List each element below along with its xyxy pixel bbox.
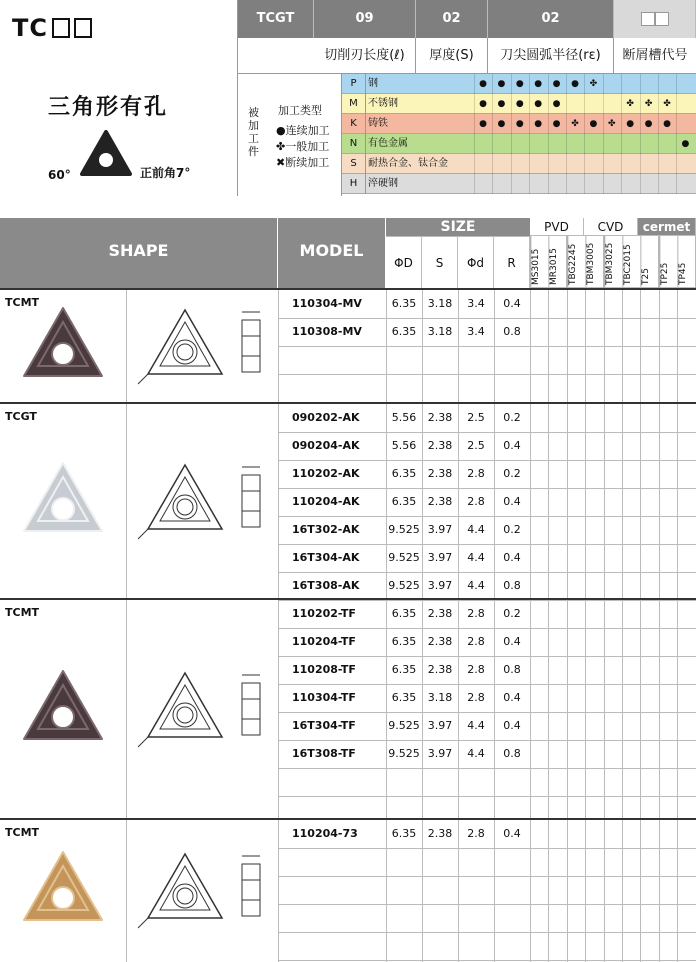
usage-dot: ● (658, 114, 675, 134)
size-col: ΦD (386, 236, 422, 288)
size-cell: 2.38 (422, 628, 458, 656)
usage-dot: ● (676, 134, 693, 154)
grade-group: cermet (638, 218, 696, 236)
usage-dot: ● (584, 114, 601, 134)
usage-dot (603, 134, 620, 154)
grid-line (585, 600, 586, 820)
shape-header: SHAPE (0, 218, 278, 288)
grid-line (659, 404, 660, 600)
grid-line (640, 820, 641, 962)
product-section (0, 818, 696, 960)
size-cell: 9.525 (386, 516, 422, 544)
size-cell: 9.525 (386, 544, 422, 572)
usage-dot (640, 174, 657, 194)
size-cell: 3.4 (458, 318, 494, 346)
shape-name: 三角形有孔 (48, 90, 168, 121)
model-cell: 110304-TF (292, 684, 356, 712)
size-cell: 0.2 (494, 600, 530, 628)
technical-drawing (130, 302, 280, 396)
size-cell: 2.38 (422, 460, 458, 488)
grid-line (567, 820, 568, 962)
usage-dot (621, 174, 638, 194)
model-cell: 110204-AK (292, 488, 360, 516)
size-cell: 3.97 (422, 740, 458, 768)
usage-dot: ● (492, 94, 509, 114)
size-cell: 5.56 (386, 404, 422, 432)
usage-dot (584, 154, 601, 174)
section-type: TCGT (5, 410, 37, 423)
grid-line (604, 600, 605, 820)
grid-line (677, 290, 678, 404)
grade-group: CVD (584, 218, 638, 236)
grid-line (604, 404, 605, 600)
usage-dot: ✤ (584, 74, 601, 94)
grid-line (585, 820, 586, 962)
usage-dot (658, 174, 675, 194)
grid-line (126, 820, 127, 962)
size-cell: 0.4 (494, 544, 530, 572)
grade-col: TBM3005 (585, 236, 603, 288)
size-cell: 0.4 (494, 290, 530, 318)
grid-line (585, 404, 586, 600)
size-cell: 4.4 (458, 544, 494, 572)
row-line (278, 876, 696, 877)
section-type: TCMT (5, 606, 39, 619)
usage-dot: ● (529, 114, 546, 134)
size-cell: 2.8 (458, 656, 494, 684)
grid-line (126, 404, 127, 600)
usage-dot (676, 94, 693, 114)
triangle-icon (78, 128, 134, 180)
model-cell: 110308-MV (292, 318, 362, 346)
row-line (278, 346, 696, 347)
model-cell: 110304-MV (292, 290, 362, 318)
usage-dot (676, 174, 693, 194)
section-type: TCMT (5, 296, 39, 309)
header-left-panel (0, 0, 238, 196)
grid-line (548, 600, 549, 820)
grid-line (677, 404, 678, 600)
grid-line (530, 820, 531, 962)
size-cell: 2.8 (458, 820, 494, 848)
size-cell: 0.4 (494, 684, 530, 712)
size-cell: 0.4 (494, 820, 530, 848)
product-section (0, 598, 696, 818)
usage-dot (566, 134, 583, 154)
code-part: 09 (314, 0, 416, 38)
usage-dot (566, 154, 583, 174)
material-code: M (342, 94, 366, 114)
model-cell: 090202-AK (292, 404, 360, 432)
grid-line (604, 290, 605, 404)
grid-line (622, 404, 623, 600)
usage-dot (474, 174, 491, 194)
size-cell: 6.35 (386, 656, 422, 684)
model-cell: 16T308-AK (292, 572, 359, 600)
material-row (342, 174, 696, 194)
size-header: SIZE (386, 218, 530, 236)
grid-line (659, 290, 660, 404)
grid-line (640, 290, 641, 404)
table-header (0, 218, 696, 288)
code-label: 断屑槽代号 (614, 38, 696, 74)
insert-photo (18, 302, 108, 396)
usage-dot: ● (529, 94, 546, 114)
usage-dot (584, 94, 601, 114)
size-cell: 2.38 (422, 432, 458, 460)
size-cell: 2.8 (458, 460, 494, 488)
usage-dot (492, 174, 509, 194)
process-type: ✤一般加工 (276, 138, 329, 154)
code-label: 切削刃长度(ℓ) (314, 38, 416, 74)
size-cell: 3.97 (422, 516, 458, 544)
grade-col: MR3015 (548, 236, 566, 288)
usage-dot (566, 174, 583, 194)
usage-dot: ● (511, 74, 528, 94)
process-type: ✖断续加工 (276, 154, 329, 170)
grid-line (548, 404, 549, 600)
size-cell: 0.8 (494, 740, 530, 768)
usage-dot (658, 134, 675, 154)
usage-dot (621, 154, 638, 174)
usage-dot (511, 154, 528, 174)
process-type: ●连续加工 (276, 122, 330, 138)
size-cell: 6.35 (386, 318, 422, 346)
grid-line (530, 404, 531, 600)
size-cell: 0.8 (494, 656, 530, 684)
size-cell: 6.35 (386, 460, 422, 488)
usage-dot: ● (474, 74, 491, 94)
usage-dot: ✤ (566, 114, 583, 134)
code-part: TCGT (238, 0, 314, 38)
grid-line (677, 600, 678, 820)
usage-dot (511, 134, 528, 154)
grade-col: T25 (640, 236, 658, 288)
grid-line (677, 820, 678, 962)
row-line (278, 796, 696, 797)
usage-dot: ● (511, 114, 528, 134)
material-row (342, 114, 696, 134)
model-cell: 16T308-TF (292, 740, 356, 768)
size-cell: 0.4 (494, 628, 530, 656)
row-line (278, 932, 696, 933)
usage-dot (676, 114, 693, 134)
usage-dot (640, 134, 657, 154)
usage-dot: ● (492, 74, 509, 94)
model-cell: 090204-AK (292, 432, 360, 460)
product-section (0, 402, 696, 598)
size-cell: 0.2 (494, 460, 530, 488)
usage-dot (548, 154, 565, 174)
code-label: 刀尖圆弧半径(rε) (488, 38, 614, 74)
size-cell: 0.4 (494, 712, 530, 740)
grade-col: MS3015 (530, 236, 548, 288)
material-code: P (342, 74, 366, 94)
grid-line (604, 820, 605, 962)
technical-drawing (130, 665, 280, 759)
usage-dot (529, 154, 546, 174)
size-cell: 6.35 (386, 290, 422, 318)
material-code: N (342, 134, 366, 154)
grid-line (548, 820, 549, 962)
size-col: S (422, 236, 458, 288)
code-row (238, 0, 696, 38)
material-row (342, 134, 696, 154)
row-line (278, 374, 696, 375)
rake-label: 正前角7° (140, 164, 190, 181)
grid-line (530, 600, 531, 820)
model-cell: 110208-TF (292, 656, 356, 684)
usage-dot: ● (511, 94, 528, 114)
section-type: TCMT (5, 826, 39, 839)
usage-dot (548, 174, 565, 194)
size-cell: 3.18 (422, 684, 458, 712)
usage-dot (603, 174, 620, 194)
model-cell: 16T304-TF (292, 712, 356, 740)
material-name: 铸铁 (368, 114, 388, 134)
usage-dot (492, 154, 509, 174)
usage-dot (603, 74, 620, 94)
usage-dot: ● (492, 114, 509, 134)
size-cell: 4.4 (458, 572, 494, 600)
usage-dot: ● (640, 114, 657, 134)
grid-line (530, 290, 531, 404)
size-cell: 2.38 (422, 820, 458, 848)
usage-dot: ● (548, 114, 565, 134)
process-title: 加工类型 (278, 102, 322, 118)
size-cell: 9.525 (386, 712, 422, 740)
usage-dot (584, 174, 601, 194)
material-name: 淬硬钢 (368, 174, 398, 194)
size-cell: 9.525 (386, 572, 422, 600)
size-cell: 2.5 (458, 404, 494, 432)
size-cell: 2.5 (458, 432, 494, 460)
material-code: H (342, 174, 366, 194)
usage-dot (529, 134, 546, 154)
size-cell: 0.2 (494, 516, 530, 544)
usage-dot: ● (566, 74, 583, 94)
material-row (342, 94, 696, 114)
size-cell: 6.35 (386, 820, 422, 848)
size-cell: 9.525 (386, 740, 422, 768)
row-line (278, 768, 696, 769)
insert-photo (18, 846, 108, 940)
grid-line (622, 820, 623, 962)
size-cell: 3.97 (422, 544, 458, 572)
material-row (342, 154, 696, 174)
usage-dot: ✤ (621, 94, 638, 114)
grid-line (567, 404, 568, 600)
usage-dot (676, 74, 693, 94)
size-cell: 3.97 (422, 572, 458, 600)
material-left (238, 74, 342, 196)
usage-dot (566, 94, 583, 114)
size-cell: 2.38 (422, 488, 458, 516)
usage-dot (474, 134, 491, 154)
size-col: R (494, 236, 530, 288)
size-cell: 3.4 (458, 290, 494, 318)
usage-dot (658, 154, 675, 174)
material-name: 耐热合金、钛合金 (368, 154, 448, 174)
grade-col: TBM3025 (604, 236, 622, 288)
material-name: 有色金属 (368, 134, 408, 154)
size-cell: 4.4 (458, 516, 494, 544)
size-cell: 6.35 (386, 488, 422, 516)
usage-dot: ● (529, 74, 546, 94)
usage-dot (603, 154, 620, 174)
usage-dot (548, 134, 565, 154)
material-row (342, 74, 696, 94)
size-cell: 3.97 (422, 712, 458, 740)
size-cell: 0.2 (494, 404, 530, 432)
series-code: TC (12, 14, 92, 42)
size-cell: 6.35 (386, 628, 422, 656)
usage-dot: ✤ (658, 94, 675, 114)
grade-col: TBC2015 (622, 236, 640, 288)
size-cell: 0.4 (494, 432, 530, 460)
size-cell: 6.35 (386, 684, 422, 712)
grid-line (622, 600, 623, 820)
grid-line (126, 290, 127, 404)
usage-dot (529, 174, 546, 194)
usage-dot: ✤ (603, 114, 620, 134)
size-cell: 2.8 (458, 488, 494, 516)
model-cell: 16T302-AK (292, 516, 359, 544)
technical-drawing (130, 846, 280, 940)
insert-photo (18, 457, 108, 551)
code-label-row (238, 38, 696, 74)
size-cell: 6.35 (386, 600, 422, 628)
code-label: 厚度(S) (416, 38, 488, 74)
insert-photo (18, 665, 108, 759)
row-line (278, 904, 696, 905)
grade-col: TBG2245 (567, 236, 585, 288)
model-cell: 110202-TF (292, 600, 356, 628)
usage-dot: ● (474, 94, 491, 114)
usage-dot (603, 94, 620, 114)
usage-dot (584, 134, 601, 154)
size-cell: 2.38 (422, 404, 458, 432)
size-cell: 2.8 (458, 684, 494, 712)
model-cell: 110204-TF (292, 628, 356, 656)
model-cell: 110204-73 (292, 820, 358, 848)
code-part: 02 (416, 0, 488, 38)
grade-col: TP25 (659, 236, 677, 288)
row-line (278, 848, 696, 849)
usage-dot (474, 154, 491, 174)
size-cell: 4.4 (458, 740, 494, 768)
size-cell: 3.18 (422, 318, 458, 346)
size-col: Φd (458, 236, 494, 288)
usage-dot: ✤ (640, 94, 657, 114)
usage-dot: ● (548, 94, 565, 114)
technical-drawing (130, 457, 280, 551)
grid-line (659, 820, 660, 962)
grid-line (567, 290, 568, 404)
usage-dot (640, 154, 657, 174)
material-code: K (342, 114, 366, 134)
code-part-blank (614, 0, 696, 38)
grid-line (659, 600, 660, 820)
model-cell: 110202-AK (292, 460, 360, 488)
row-line (278, 960, 696, 961)
workpiece-label: 被加工件 (248, 106, 260, 158)
size-cell: 5.56 (386, 432, 422, 460)
grid-line (585, 290, 586, 404)
usage-dot (511, 174, 528, 194)
angle-label: 60° (48, 168, 71, 182)
grid-line (640, 404, 641, 600)
usage-dot: ● (548, 74, 565, 94)
material-name: 不锈钢 (368, 94, 398, 114)
grade-col: TP45 (677, 236, 695, 288)
usage-dot (492, 134, 509, 154)
usage-dot (640, 74, 657, 94)
usage-dot (676, 154, 693, 174)
model-header: MODEL (278, 218, 386, 288)
grid-line (567, 600, 568, 820)
usage-dot: ● (621, 114, 638, 134)
model-cell: 16T304-AK (292, 544, 359, 572)
code-part: 02 (488, 0, 614, 38)
usage-dot (621, 74, 638, 94)
grid-line (548, 290, 549, 404)
usage-dot (621, 134, 638, 154)
usage-dot (658, 74, 675, 94)
size-cell: 2.8 (458, 600, 494, 628)
material-code: S (342, 154, 366, 174)
grid-line (622, 290, 623, 404)
product-section (0, 288, 696, 402)
grid-line (126, 600, 127, 820)
size-cell: 2.38 (422, 600, 458, 628)
material-name: 钢 (368, 74, 378, 94)
size-cell: 2.8 (458, 628, 494, 656)
size-cell: 0.4 (494, 488, 530, 516)
size-cell: 3.18 (422, 290, 458, 318)
grid-line (640, 600, 641, 820)
size-cell: 2.38 (422, 656, 458, 684)
size-cell: 0.8 (494, 572, 530, 600)
size-cell: 4.4 (458, 712, 494, 740)
usage-dot: ● (474, 114, 491, 134)
size-cell: 0.8 (494, 318, 530, 346)
grade-group: PVD (530, 218, 584, 236)
